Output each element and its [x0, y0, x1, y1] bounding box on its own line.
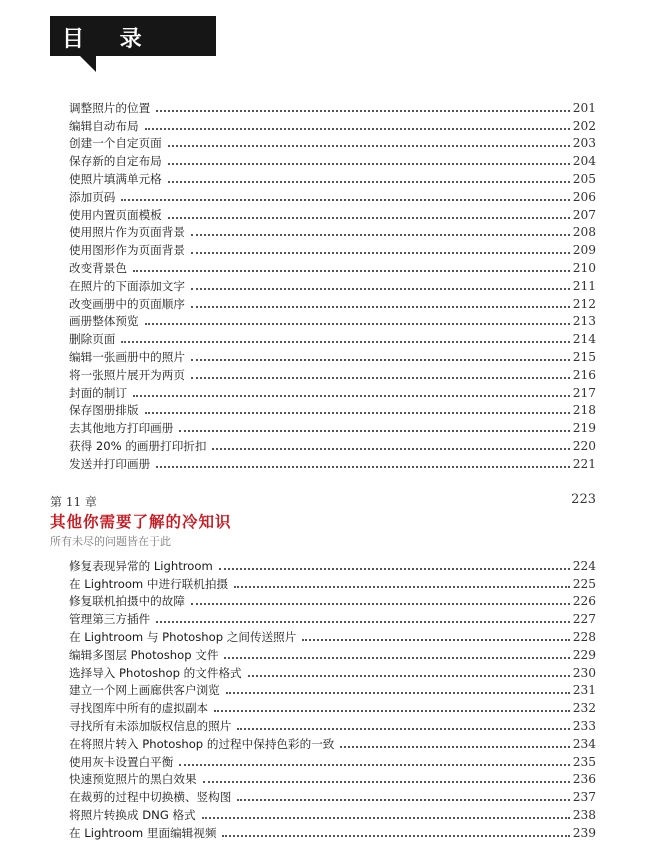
toc-entry-title: 保存新的自定布局	[69, 154, 162, 169]
toc-entry[interactable]	[69, 453, 596, 471]
dot-leader	[156, 456, 570, 468]
toc-entry[interactable]	[69, 328, 596, 346]
toc-entry[interactable]	[69, 168, 596, 186]
toc-entry-title: 修复联机拍摄中的故障	[69, 594, 185, 609]
page-title: 目 录	[62, 26, 156, 52]
toc-entry-title: 管理第三方插件	[69, 612, 151, 627]
toc-page-number: 227	[572, 612, 596, 627]
toc-entry[interactable]	[69, 769, 596, 787]
toc-page-number: 211	[572, 278, 596, 293]
toc-entry-title: 编辑一张画册中的照片	[69, 349, 185, 364]
toc-page-number: 210	[572, 260, 596, 275]
dot-leader	[191, 296, 570, 308]
dot-leader	[156, 100, 570, 112]
toc-page-number: 217	[572, 385, 596, 400]
toc-entry[interactable]	[69, 680, 596, 698]
toc-page-number: 225	[572, 576, 596, 591]
toc-page-number: 206	[572, 189, 596, 204]
toc-entry-title: 建立一个网上画廊供客户浏览	[69, 683, 220, 698]
toc-entry-title: 将一张照片展开为两页	[69, 367, 185, 382]
toc-entry[interactable]	[69, 573, 596, 591]
toc-entry-title: 快速预览照片的黑白效果	[69, 772, 197, 787]
toc-page-number: 226	[572, 594, 596, 609]
toc-entry-title: 将照片转换成 DNG 格式	[69, 807, 196, 822]
dot-leader	[191, 242, 570, 254]
dot-leader	[179, 754, 569, 766]
dot-leader	[191, 367, 570, 379]
toc-entry-title: 画册整体预览	[69, 314, 139, 329]
toc-entry-title: 使用图形作为页面背景	[69, 243, 185, 258]
toc-entry-title: 发送并打印画册	[69, 456, 151, 471]
dot-leader	[224, 647, 569, 659]
toc-entry[interactable]	[69, 133, 596, 151]
toc-entry[interactable]	[69, 591, 596, 609]
dot-leader	[121, 331, 569, 343]
toc-entry[interactable]	[69, 275, 596, 293]
toc-entry-title: 在将照片转入 Photoshop 的过程中保持色彩的一致	[69, 736, 335, 751]
toc-page-number: 214	[572, 332, 596, 347]
dot-leader	[248, 665, 570, 677]
toc-entry[interactable]	[69, 204, 596, 222]
dot-leader	[237, 789, 569, 801]
toc-entry-title: 寻找图库中所有的虚拟副本	[69, 701, 209, 716]
toc-entry[interactable]	[69, 555, 596, 573]
toc-page-number: 205	[572, 171, 596, 186]
toc-page-number: 207	[572, 207, 596, 222]
toc-entry-title: 使用内置页面模板	[69, 207, 162, 222]
toc-entry-title: 编辑多图层 Photoshop 文件	[69, 647, 219, 662]
dot-leader	[179, 420, 569, 432]
toc-entry-title: 改变画册中的页面顺序	[69, 296, 185, 311]
dot-leader	[145, 118, 570, 130]
toc-page-number: 208	[572, 225, 596, 240]
dot-leader	[191, 593, 570, 605]
toc-page-number: 239	[572, 825, 596, 840]
toc-page-number: 202	[572, 118, 596, 133]
dot-leader	[168, 171, 570, 183]
toc-page-number: 229	[572, 647, 596, 662]
toc-entry-title: 创建一个自定页面	[69, 136, 162, 151]
chapter-title: 其他你需要了解的冷知识	[50, 512, 232, 531]
toc-entry[interactable]	[69, 222, 596, 240]
toc-entry-title: 使用照片作为页面背景	[69, 225, 185, 240]
dot-leader	[145, 402, 570, 414]
header-notch	[80, 56, 96, 72]
toc-page-number: 234	[572, 736, 596, 751]
dot-leader	[214, 700, 570, 712]
toc-entry[interactable]	[69, 239, 596, 257]
toc-entry-title: 保存图册排版	[69, 403, 139, 418]
toc-entry[interactable]	[69, 822, 596, 840]
toc-entry[interactable]	[69, 311, 596, 329]
toc-entry[interactable]	[69, 697, 596, 715]
dot-leader	[191, 224, 570, 236]
toc-page-number: 236	[572, 772, 596, 787]
dot-leader	[237, 718, 569, 730]
toc-entry-title: 寻找所有未添加版权信息的照片	[69, 718, 232, 733]
toc-page-number: 232	[572, 701, 596, 716]
dot-leader	[219, 558, 570, 570]
toc-page-number: 215	[572, 349, 596, 364]
toc-page-number: 228	[572, 629, 596, 644]
toc-entry[interactable]	[69, 644, 596, 662]
toc-entry[interactable]	[69, 608, 596, 626]
dot-leader	[168, 135, 570, 147]
chapter-page-number: 223	[571, 492, 596, 507]
toc-entry[interactable]	[69, 346, 596, 364]
toc-page-number: 209	[572, 243, 596, 258]
toc-entry[interactable]	[69, 400, 596, 418]
toc-entry-title: 封面的制订	[69, 385, 127, 400]
dot-leader	[203, 771, 570, 783]
dot-leader	[222, 825, 569, 837]
toc-page-number: 212	[572, 296, 596, 311]
toc-page-number: 220	[572, 438, 596, 453]
toc-entry-title: 在裁剪的过程中切换横、竖构图	[69, 790, 232, 805]
toc-page-number: 219	[572, 421, 596, 436]
toc-entry-title: 使照片填满单元格	[69, 171, 162, 186]
dot-leader	[234, 576, 570, 588]
toc-entry[interactable]	[69, 150, 596, 168]
dot-leader	[168, 207, 570, 219]
toc-entry-title: 删除页面	[69, 332, 116, 347]
toc-page-number: 218	[572, 403, 596, 418]
toc-entry[interactable]	[69, 626, 596, 644]
toc-entry[interactable]	[69, 186, 596, 204]
toc-entry-title: 编辑自动布局	[69, 118, 139, 133]
toc-page-number: 221	[572, 456, 596, 471]
toc-entry-title: 获得 20% 的画册打印折扣	[69, 438, 207, 453]
toc-list	[69, 555, 596, 840]
toc-page-number: 233	[572, 718, 596, 733]
dot-leader	[191, 278, 570, 290]
chapter-subtitle: 所有未尽的问题皆在于此	[50, 535, 171, 548]
toc-page-number: 238	[572, 807, 596, 822]
toc-entry-title: 在 Lightroom 与 Photoshop 之间传送照片	[69, 629, 297, 644]
dot-leader	[133, 260, 570, 272]
toc-entry[interactable]	[69, 115, 596, 133]
dot-leader	[202, 807, 570, 819]
toc-entry-title: 添加页码	[69, 189, 116, 204]
toc-page-number: 235	[572, 754, 596, 769]
toc-entry[interactable]	[69, 364, 596, 382]
toc-page-number: 204	[572, 154, 596, 169]
dot-leader	[302, 629, 569, 641]
dot-leader	[212, 438, 569, 450]
toc-entry-title: 在 Lightroom 里面编辑视频	[69, 825, 217, 840]
toc-page-number: 216	[572, 367, 596, 382]
toc-page-number: 231	[572, 683, 596, 698]
toc-list	[69, 97, 596, 471]
dot-leader	[133, 385, 570, 397]
toc-page-number: 237	[572, 790, 596, 805]
toc-page-number: 201	[572, 100, 596, 115]
toc-page-number: 224	[572, 558, 596, 573]
toc-entry[interactable]	[69, 715, 596, 733]
toc-entry[interactable]	[69, 733, 596, 751]
chapter-label: 第 11 章	[50, 495, 97, 509]
toc-entry[interactable]	[69, 804, 596, 822]
toc-entry[interactable]	[69, 382, 596, 400]
dot-leader	[168, 153, 570, 165]
toc-entry[interactable]	[69, 97, 596, 115]
toc-entry-title: 选择导入 Photoshop 的文件格式	[69, 665, 242, 680]
dot-leader	[145, 313, 570, 325]
toc-entry-title: 去其他地方打印画册	[69, 421, 174, 436]
toc-entry[interactable]	[69, 257, 596, 275]
toc-entry-title: 修复表现异常的 Lightroom	[69, 558, 213, 573]
toc-entry[interactable]	[69, 293, 596, 311]
dot-leader	[156, 611, 570, 623]
toc-entry-title: 调整照片的位置	[69, 100, 151, 115]
toc-page-number: 230	[572, 665, 596, 680]
toc-entry-title: 在照片的下面添加文字	[69, 278, 185, 293]
dot-leader	[226, 682, 570, 694]
toc-entry[interactable]	[69, 435, 596, 453]
toc-entry[interactable]	[69, 662, 596, 680]
toc-entry[interactable]	[69, 786, 596, 804]
toc-entry-title: 使用灰卡设置白平衡	[69, 754, 174, 769]
toc-page-number: 203	[572, 136, 596, 151]
toc-entry-title: 改变背景色	[69, 260, 127, 275]
toc-page-number: 213	[572, 314, 596, 329]
dot-leader	[121, 189, 569, 201]
dot-leader	[340, 736, 569, 748]
toc-entry[interactable]	[69, 417, 596, 435]
toc-entry[interactable]	[69, 751, 596, 769]
toc-entry-title: 在 Lightroom 中进行联机拍摄	[69, 576, 229, 591]
dot-leader	[191, 349, 570, 361]
